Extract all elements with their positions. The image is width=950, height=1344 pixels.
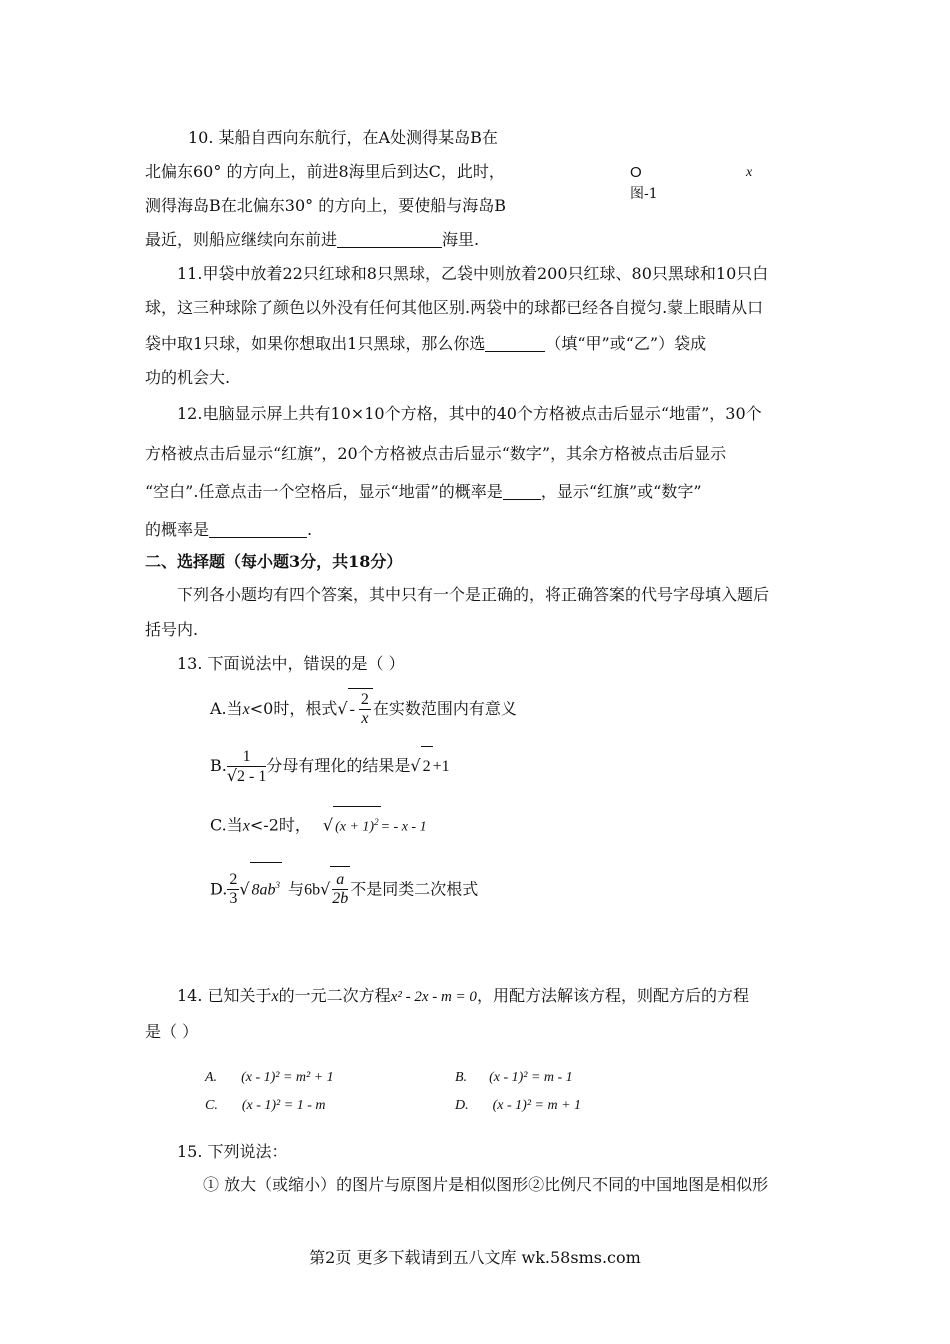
q10-line-4 [145,230,479,250]
q11-line-3 [145,334,706,354]
q14-d-text: (x - 1)² = m + 1 [492,1098,582,1113]
q14-option-a [205,1070,334,1086]
q12-text-end: 的概率是 [145,520,210,539]
q11-line-1: 11.甲袋中放着22只红球和8只黑球，乙袋中则放着200只红球、80只黑球和10只白 [177,264,769,283]
radical-icon: √ [320,879,331,899]
figure-origin-label: O [630,164,642,181]
q15-stem: 15. 下列说法： [177,1142,288,1161]
q13-d-mid: 与 [288,879,305,899]
q13-d-label: D. [210,879,228,899]
q14-d-label: D. [455,1098,469,1113]
q10-line-3: 测得海岛B在北偏东30° 的方向上，要使船与海岛B [145,196,506,215]
q14-b-label: B. [455,1070,468,1085]
q11-line-4: 功的机会大. [145,368,231,387]
radical-icon: √ [410,756,421,775]
q13-b-num: 1 [227,748,267,767]
figure-x-axis-label: x [746,165,753,180]
q11-text-cont: （填“甲”或“乙”）袋成 [545,334,707,353]
q14-a-label: A. [205,1070,218,1085]
q14-option-c [205,1098,325,1114]
q13-b-rad: 2 [421,746,433,787]
q13-a-den: x [361,710,369,727]
page-footer: 第2页 更多下载请到五八文库 wk.58sms.com [309,1248,641,1267]
q13-d-den: 3 [229,890,238,908]
q12-line-4 [145,520,312,540]
q13-a-post: 在实数范围内有意义 [372,699,517,718]
q13-b-text: 分母有理化的结果是 [266,756,411,775]
figure-caption: 图-1 [630,186,658,202]
q13-b-label: B. [210,756,227,775]
q13-option-d [210,862,478,912]
q13-c-text: <-2时， [249,815,311,835]
q10-line-1: 10. 某船自西向东航行，在A处测得某岛B在 [188,128,498,147]
q13-b-post: +1 [432,758,450,775]
q12-line-3 [145,482,702,502]
q13-d-coef: 6b [304,881,321,899]
q13-d-fden: 2b [332,890,349,908]
q13-c-rad-wrap: $(x + 1)^2$ [333,806,381,843]
q14-text-3: ，用配方法解该方程，则配方后的方程 [476,986,749,1005]
q13-c-eq: = - x - 1 [380,819,427,835]
q14-c-label: C. [205,1098,218,1113]
q12-answer-blank-2[interactable] [209,521,307,538]
q13-a-text: <0时，根式 [249,699,338,718]
q13-a-radicand: - $\frac{2}{x}$ [348,688,373,730]
q10-unit: 海里. [442,230,480,249]
q13-a-label: A.当 [210,699,243,718]
q13-option-c [210,806,427,843]
q13-c-var: x [242,817,250,835]
q12-line-2: 方格被点击后显示“红旗”，20个方格被点击后显示“数字”，其余方格被点击后显示 [145,444,727,463]
q13-a-num: 2 [360,691,369,708]
q12-period: . [307,520,313,539]
q14-option-d [455,1098,581,1114]
radical-icon: √ [322,815,334,835]
q13-d-post: 不是同类二次根式 [350,879,479,899]
q14-c-text: (x - 1)² = 1 - m [241,1098,326,1113]
section-intro-2: 括号内. [145,620,199,639]
q15-line-1: ① 放大（或缩小）的图片与原图片是相似图形②比例尺不同的中国地图是相似形 [203,1175,769,1194]
q14-a-text: (x - 1)² = m² + 1 [241,1070,334,1085]
q13-b-den: 2 - 1 [237,767,267,785]
q11-line-2: 球，这三种球除了颜色以外没有任何其他区别.两袋中的球都已经各自搅匀.蒙上眼睛从口 [145,298,764,317]
section-title: 二、选择题（每小题3分，共18分） [145,552,403,571]
q10-line-2: 北偏东60° 的方向上，前进8海里后到达C，此时， [145,162,505,181]
q13-d-num: 2 [229,871,238,889]
q13-d-fnum: a [332,871,348,890]
q13-d-rad: 8ab [251,881,276,899]
radical-icon: √ [337,699,348,718]
q14-b-text: (x - 1)² = m - 1 [489,1070,573,1085]
q13-c-inner: (x + 1) [335,819,375,835]
q11-answer-blank[interactable] [485,335,545,352]
q13-a-var: x [242,701,250,718]
q12-line-1: 12.电脑显示屏上共有10×10个方格，其中的40个方格被点击后显示“地雷”，30个 [177,404,762,423]
q13-option-a [210,688,517,730]
q13-b-den-wrap: √2 - 1 [226,765,267,785]
q14-line-2: 是（ ） [145,1022,199,1041]
q13-d-rad-wrap: $8ab^3$ [250,862,283,912]
q12-answer-blank-1[interactable] [503,483,541,500]
q13-stem: 13. 下面说法中，错误的是（ ） [177,654,405,673]
q13-option-b [210,746,450,787]
q10-answer-blank[interactable] [337,231,442,248]
q14-equation: x² - 2x - m = 0 [390,989,477,1005]
q14-text-2: 的一元二次方程 [278,986,391,1005]
q14-var: x [271,988,279,1005]
section-intro-1: 下列各小题均有四个答案，其中只有一个是正确的，将正确答案的代号字母填入题后 [177,585,770,604]
q14-option-b [455,1070,573,1086]
q12-text: “空白”.任意点击一个空格后，显示“地雷”的概率是 [145,482,503,501]
q13-c-label: C.当 [210,815,243,835]
radical-icon: √ [239,879,250,899]
q11-text: 袋中取1只球，如果你想取出1只黑球，那么你选 [145,334,486,353]
q12-text-cont: ，显示“红旗”或“数字” [540,482,702,501]
q10-text: 最近，则船应继续向东前进 [145,230,338,249]
q14-text: 14. 已知关于 [177,986,272,1005]
q14-line-1 [177,986,749,1007]
